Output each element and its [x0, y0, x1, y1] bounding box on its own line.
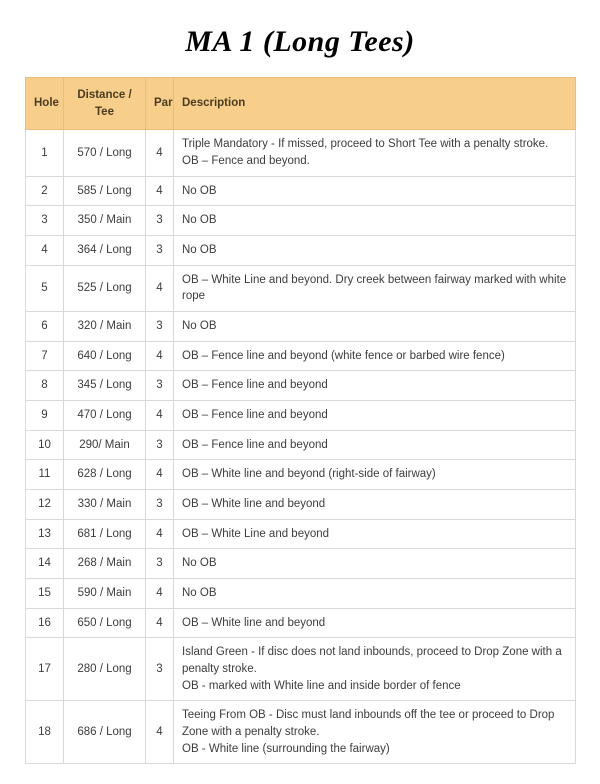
page-title: MA 1 (Long Tees) [185, 25, 415, 58]
description-line: OB – Fence line and beyond [182, 379, 328, 392]
cell-par: 4 [146, 176, 174, 206]
course-layout-table [25, 77, 576, 764]
column-header-hole: Hole [26, 78, 64, 130]
cell-description [174, 206, 576, 236]
column-header-par: Par [146, 78, 174, 130]
description-line: No OB [182, 587, 217, 600]
cell-hole: 8 [26, 371, 64, 401]
description-line: No OB [182, 320, 217, 333]
table-row [26, 490, 576, 520]
cell-description [174, 490, 576, 520]
cell-description [174, 579, 576, 609]
cell-par: 3 [146, 312, 174, 342]
description-line: Teeing From OB - Disc must land inbounds off the tee or proceed to Drop Zone with a penalty stroke. [182, 709, 555, 739]
cell-hole: 12 [26, 490, 64, 520]
cell-hole: 13 [26, 519, 64, 549]
description-line: No OB [182, 557, 217, 570]
cell-hole: 18 [26, 701, 64, 764]
table-row [26, 176, 576, 206]
cell-hole: 3 [26, 206, 64, 236]
cell-distance-tee: 320 / Main [64, 312, 146, 342]
cell-par: 4 [146, 265, 174, 311]
cell-description [174, 312, 576, 342]
table-row [26, 701, 576, 764]
table-row [26, 236, 576, 266]
cell-hole: 14 [26, 549, 64, 579]
table-row [26, 430, 576, 460]
table-row [26, 206, 576, 236]
cell-par: 3 [146, 549, 174, 579]
cell-description [174, 549, 576, 579]
table-row [26, 371, 576, 401]
cell-par: 4 [146, 701, 174, 764]
cell-description [174, 638, 576, 701]
cell-description [174, 341, 576, 371]
description-line: OB – White line and beyond (right-side of fairway) [182, 468, 436, 481]
table-row [26, 460, 576, 490]
description-line: Island Green - If disc does not land inbounds, proceed to Drop Zone with a penalty stroke. [182, 646, 562, 676]
table-row [26, 130, 576, 176]
description-line: OB – White Line and beyond. Dry creek between fairway marked with white rope [182, 273, 567, 303]
cell-description [174, 176, 576, 206]
cell-distance-tee: 640 / Long [64, 341, 146, 371]
cell-hole: 11 [26, 460, 64, 490]
description-line: OB – White line and beyond [182, 616, 326, 629]
table-row [26, 638, 576, 701]
cell-distance-tee: 345 / Long [64, 371, 146, 401]
description-line: OB – Fence line and beyond [182, 409, 328, 422]
cell-distance-tee: 686 / Long [64, 701, 146, 764]
cell-description [174, 519, 576, 549]
cell-par: 3 [146, 371, 174, 401]
description-line: OB – White line and beyond [182, 498, 326, 511]
table-row [26, 312, 576, 342]
cell-distance-tee: 585 / Long [64, 176, 146, 206]
cell-distance-tee: 470 / Long [64, 401, 146, 431]
cell-hole: 2 [26, 176, 64, 206]
cell-hole: 5 [26, 265, 64, 311]
cell-par: 4 [146, 519, 174, 549]
cell-distance-tee: 628 / Long [64, 460, 146, 490]
cell-description [174, 265, 576, 311]
cell-distance-tee: 681 / Long [64, 519, 146, 549]
cell-hole: 17 [26, 638, 64, 701]
cell-distance-tee: 290/ Main [64, 430, 146, 460]
cell-par: 3 [146, 638, 174, 701]
cell-description [174, 460, 576, 490]
cell-description [174, 130, 576, 176]
table-row [26, 401, 576, 431]
cell-par: 3 [146, 490, 174, 520]
cell-description [174, 430, 576, 460]
page-footer-space [25, 764, 575, 784]
cell-hole: 10 [26, 430, 64, 460]
description-line: OB - White line (surrounding the fairway) [182, 742, 390, 755]
cell-distance-tee: 650 / Long [64, 608, 146, 638]
description-line: OB – Fence line and beyond (white fence or barbed wire fence) [182, 349, 505, 362]
cell-par: 4 [146, 341, 174, 371]
cell-par: 4 [146, 608, 174, 638]
cell-hole: 1 [26, 130, 64, 176]
cell-distance-tee: 268 / Main [64, 549, 146, 579]
description-line: No OB [182, 244, 217, 257]
cell-hole: 16 [26, 608, 64, 638]
table-body [26, 130, 576, 764]
cell-par: 3 [146, 206, 174, 236]
cell-hole: 4 [26, 236, 64, 266]
cell-par: 4 [146, 579, 174, 609]
column-header-distance: Distance / Tee [64, 78, 146, 130]
cell-description [174, 701, 576, 764]
table-row [26, 579, 576, 609]
table-row [26, 341, 576, 371]
cell-distance-tee: 330 / Main [64, 490, 146, 520]
description-line: OB - marked with White line and inside border of fence [182, 679, 461, 692]
description-line: Triple Mandatory - If missed, proceed to Short Tee with a penalty stroke. [182, 138, 549, 151]
table-header [26, 78, 576, 130]
table-row [26, 265, 576, 311]
table-row [26, 549, 576, 579]
cell-par: 4 [146, 460, 174, 490]
description-line: OB – Fence and beyond. [182, 155, 310, 168]
table-header-row [26, 78, 576, 130]
cell-distance-tee: 570 / Long [64, 130, 146, 176]
cell-description [174, 608, 576, 638]
description-line: No OB [182, 214, 217, 227]
table-row [26, 608, 576, 638]
cell-par: 3 [146, 430, 174, 460]
cell-description [174, 401, 576, 431]
description-line: OB – Fence line and beyond [182, 438, 328, 451]
cell-hole: 6 [26, 312, 64, 342]
description-line: OB – White Line and beyond [182, 527, 330, 540]
cell-hole: 9 [26, 401, 64, 431]
column-header-description: Description [174, 78, 576, 130]
cell-distance-tee: 590 / Main [64, 579, 146, 609]
cell-distance-tee: 364 / Long [64, 236, 146, 266]
cell-par: 3 [146, 236, 174, 266]
cell-description [174, 236, 576, 266]
cell-distance-tee: 525 / Long [64, 265, 146, 311]
description-line: No OB [182, 184, 217, 197]
cell-distance-tee: 280 / Long [64, 638, 146, 701]
cell-hole: 7 [26, 341, 64, 371]
cell-hole: 15 [26, 579, 64, 609]
cell-description [174, 371, 576, 401]
table-row [26, 519, 576, 549]
cell-distance-tee: 350 / Main [64, 206, 146, 236]
cell-par: 4 [146, 401, 174, 431]
cell-par: 4 [146, 130, 174, 176]
